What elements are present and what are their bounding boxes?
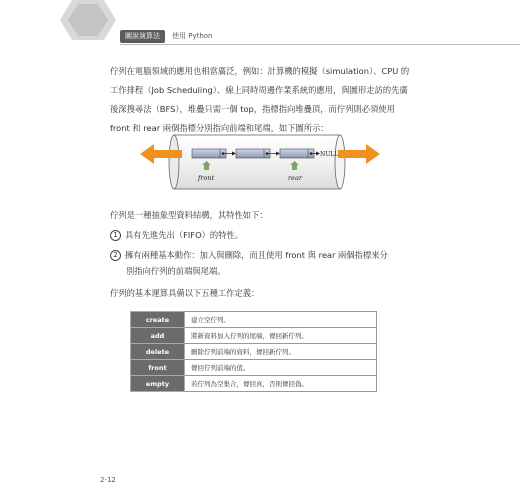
property-text-continued: 別指向佇列的前端與尾端。 — [126, 266, 226, 276]
queue-node-1 — [192, 149, 226, 158]
number-badge: 2 — [110, 250, 121, 261]
queue-node-3 — [280, 149, 314, 158]
operation-description: 若佇列為空集合，傳回真，否則傳回偽。 — [185, 376, 377, 392]
number-badge: 1 — [110, 230, 121, 241]
table-row — [131, 312, 377, 328]
operation-name: create — [131, 312, 185, 328]
front-label: front — [198, 174, 215, 182]
table-row — [131, 328, 377, 344]
property-item-2 — [110, 247, 410, 263]
tube-right-end — [335, 135, 345, 189]
operation-name: delete — [131, 344, 185, 360]
operations-intro: 佇列的基本運算具備以下五種工作定義： — [110, 288, 260, 298]
operations-table — [130, 311, 377, 392]
definition-paragraph: 佇列是一種抽象型資料結構，其特性如下： — [110, 210, 268, 220]
queue-node-2 — [236, 149, 270, 158]
queue-diagram — [140, 132, 380, 194]
tube-left-end — [169, 135, 179, 189]
operation-name: empty — [131, 376, 185, 392]
operation-description: 刪除佇列前端的資料，傳回新佇列。 — [185, 344, 377, 360]
page-number: 2-12 — [100, 476, 116, 484]
null-label: NULL — [320, 151, 339, 158]
operation-name: add — [131, 328, 185, 344]
property-item-1 — [110, 227, 410, 243]
chapter-tag: 圖說演算法 — [120, 30, 165, 43]
table-row — [131, 360, 377, 376]
table-row — [131, 376, 377, 392]
intro-paragraph: 佇列在電腦領域的應用也相當廣泛，例如：計算機的模擬（simulation）、CPU 的工作排程（Job Scheduling）、線上同時周邊作業系統的應用，與圖形走訪的先廣後深搜尋法（BFS），堆疊只需一個 top，指標指向堆疊頂，而佇列則必須使用 front 和 rear 兩個指標分別指向前端和尾端，如下圖所示： — [110, 66, 410, 133]
table-row — [131, 344, 377, 360]
header-divider — [120, 44, 520, 45]
hexagon-decoration — [58, 0, 118, 40]
operation-description: 將新資料加入佇列的尾端，傳回新佇列。 — [185, 328, 377, 344]
book-subtitle: 使用 Python — [172, 32, 213, 40]
operation-description: 建立空佇列。 — [185, 312, 377, 328]
rear-label: rear — [288, 174, 302, 182]
property-text: 擁有兩種基本動作：加入與刪除，而且使用 front 與 rear 兩個指標來分 — [125, 250, 388, 260]
operation-description: 傳回佇列前端的值。 — [185, 360, 377, 376]
property-text: 具有先進先出（FIFO）的特性。 — [125, 230, 244, 240]
operation-name: front — [131, 360, 185, 376]
